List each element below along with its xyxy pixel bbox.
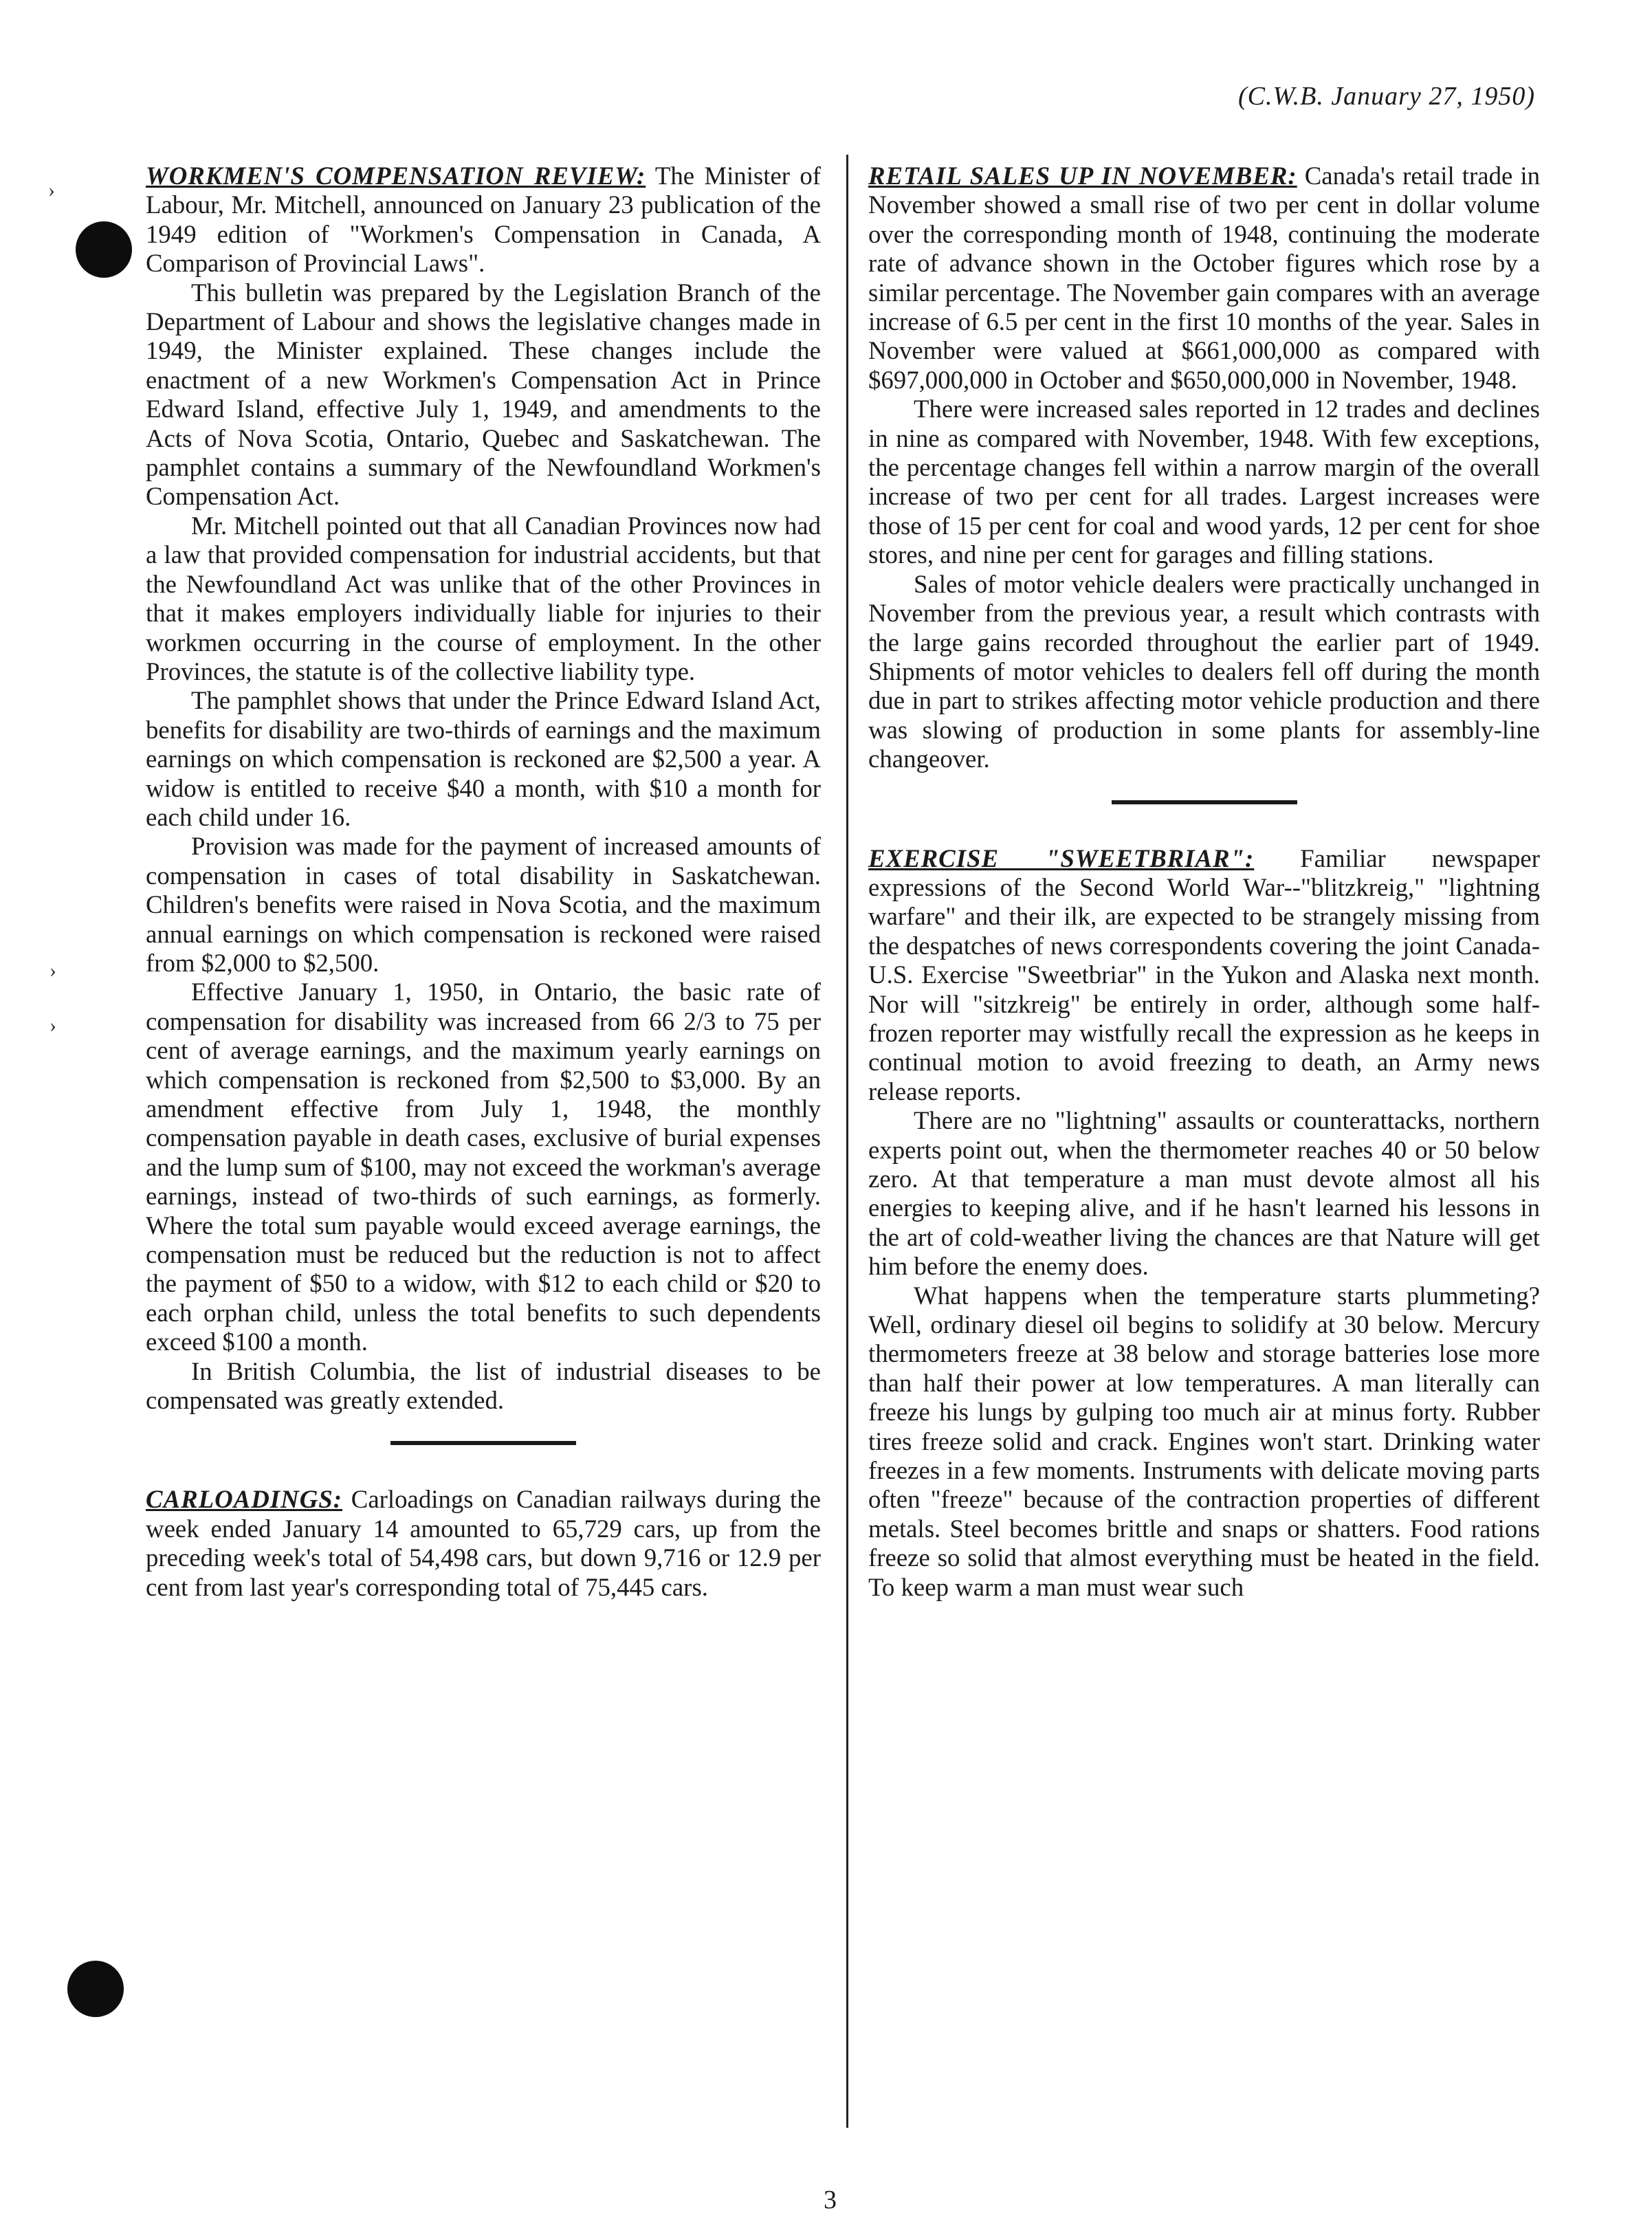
margin-mark: ›: [48, 179, 55, 201]
paragraph: Carloadings on Canadian railways during the week ended January 14 amounted to 65,729 cars, up from the preceding week's total of 54,498 cars, but down 9,716 or 12.9 per cent from last year's corresponding total of 75,445 cars.: [146, 1485, 821, 1601]
paragraph: Familiar newspaper expressions of the Second World War--"blitzkreig," "lightning warfare" and their ilk, are expected to be strangely missing from the despatches of news correspondents covering the joint Canada-U.S. Exercise "Sweetbriar" in the Yukon and Alaska next month. Nor will "sitzkreig" be entirely in order, although some half-frozen reporter may wistfully recall the expression as he keeps in continual motion to avoid freezing to death, an Army news release reports.: [868, 844, 1541, 1105]
column-divider: [846, 155, 848, 2128]
article-heading: RETAIL SALES UP IN NOVEMBER:: [868, 162, 1297, 190]
dateline: (C.W.B. January 27, 1950): [1237, 82, 1535, 111]
article-carloadings: [146, 1485, 821, 1602]
paragraph: Canada's retail trade in November showed a small rise of two per cent in dollar volume over the corresponding month of 1948, continuing the moderate rate of advance shown in the October figures which rose by a similar percentage. The November gain compares with an average increase of 6.5 per cent in the first 10 months of the year. Sales in November were valued at $661,000,000 as compared with $697,000,000 in October and $650,000,000 in November, 1948.: [868, 162, 1541, 394]
article-exercise-sweetbriar: [868, 844, 1540, 1107]
left-column: [146, 162, 821, 1602]
paragraph: Provision was made for the payment of increased amounts of compensation in cases of total disability in Saskatchewan. Children's benefits were raised in Nova Scotia, and the maximum annual earnings on which compensation is reckoned were raised from $2,000 to $2,500.: [146, 832, 821, 977]
paragraph: There were increased sales reported in 12 trades and declines in nine as compared with November, 1948. With few exceptions, the percentage changes fell within a narrow margin of the overall increase of two per cent for all trades. Largest increases were those of 15 per cent for coal and wood yards, 12 per cent for shoe stores, and nine per cent for garages and filling stations.: [868, 395, 1540, 569]
paragraph: In British Columbia, the list of industrial diseases to be compensated was greatly extended.: [146, 1356, 821, 1415]
paragraph: Mr. Mitchell pointed out that all Canadian Provinces now had a law that provided compensation for industrial accidents, but that the Newfoundland Act was unlike that of the other Provinces in that it makes employers individually liable for injuries to their workmen occurring in the course of employment. In the other Provinces, the statute is of the collective liability type.: [146, 511, 821, 685]
page-number: 3: [824, 2186, 837, 2214]
paragraph: The Minister of Labour, Mr. Mitchell, announced on January 23 publication of the 1949 edition of "Workmen's Compensation in Canada, A Comparison of Provincial Laws".: [146, 162, 821, 278]
punch-hole-top: [76, 221, 132, 278]
paragraph: Effective January 1, 1950, in Ontario, the basic rate of compensation for disability was increased from 66 2/3 to 75 per cent of average earnings, and the maximum yearly earnings on which compensation is reckoned from $2,500 to $3,000. By an amendment effective from July 1, 1948, the monthly compensation payable in death cases, exclusive of burial expenses and the lump sum of $100, may not exceed the workman's average earnings, instead of two-thirds of such earnings, as formerly. Where the total sum payable would exceed average earnings, the compensation must be reduced but the reduction is not to affect the payment of $50 to a widow, with $12 to each child or $20 to each orphan child, unless the total benefits to such dependents exceed $100 a month.: [146, 978, 821, 1356]
paragraph: This bulletin was prepared by the Legislation Branch of the Department of Labour and shows the legislative changes made in 1949, the Minister explained. These changes include the enactment of a new Workmen's Compensation Act in Prince Edward Island, effective July 1, 1949, and amendments to the Acts of Nova Scotia, Ontario, Quebec and Saskatchewan. The pamphlet contains a summary of the Newfoundland Workmen's Compensation Act.: [146, 278, 821, 511]
right-column: [868, 162, 1540, 1602]
article-heading: CARLOADINGS:: [146, 1485, 342, 1514]
punch-hole-bottom: [67, 1961, 124, 2017]
paragraph: What happens when the temperature starts plummeting? Well, ordinary diesel oil begins to solidify at 30 below. Mercury thermometers freeze at 38 below and storage batteries lose more than half their power at low temperatures. A man literally can freeze his lungs by gulping too much air at minus forty. Rubber tires freeze solid and crack. Engines won't start. Drinking water freezes in a few moments. Instruments with delicate moving parts often "freeze" because of the contraction properties of different metals. Steel becomes brittle and snaps or shatters. Food rations freeze so solid that almost everything must be heated in the field. To keep warm a man must wear such: [868, 1281, 1540, 1601]
article-heading: WORKMEN'S COMPENSATION REVIEW:: [146, 162, 646, 190]
section-separator: [390, 1441, 576, 1445]
paragraph: The pamphlet shows that under the Prince Edward Island Act, benefits for disability are two-thirds of earnings and the maximum earnings on which compensation is reckoned are $2,500 a year. A widow is entitled to receive $40 a month, with $10 a month for each child under 16.: [146, 686, 821, 831]
article-heading: EXERCISE "SWEETBRIAR":: [868, 844, 1255, 872]
article-retail-sales: [868, 162, 1540, 395]
section-separator: [1112, 800, 1297, 804]
margin-mark: ›: [49, 959, 56, 982]
paragraph: Sales of motor vehicle dealers were practically unchanged in November from the previous year, a result which contrasts with the large gains recorded throughout the earlier part of 1949. Shipments of motor vehicles to dealers fell off during the month due in part to strikes affecting motor vehicle production and there was slowing of production in some plants for assembly-line changeover.: [868, 569, 1540, 773]
margin-mark: ›: [49, 1014, 56, 1037]
paragraph: There are no "lightning" assaults or counterattacks, northern experts point out, when the thermometer reaches 40 or 50 below zero. At that temperature a man must devote almost all his energies to keeping alive, and if he hasn't learned his lessons in the art of cold-weather living the chances are that Nature will get him before the enemy does.: [868, 1106, 1540, 1281]
article-workmens-compensation: [146, 162, 821, 278]
